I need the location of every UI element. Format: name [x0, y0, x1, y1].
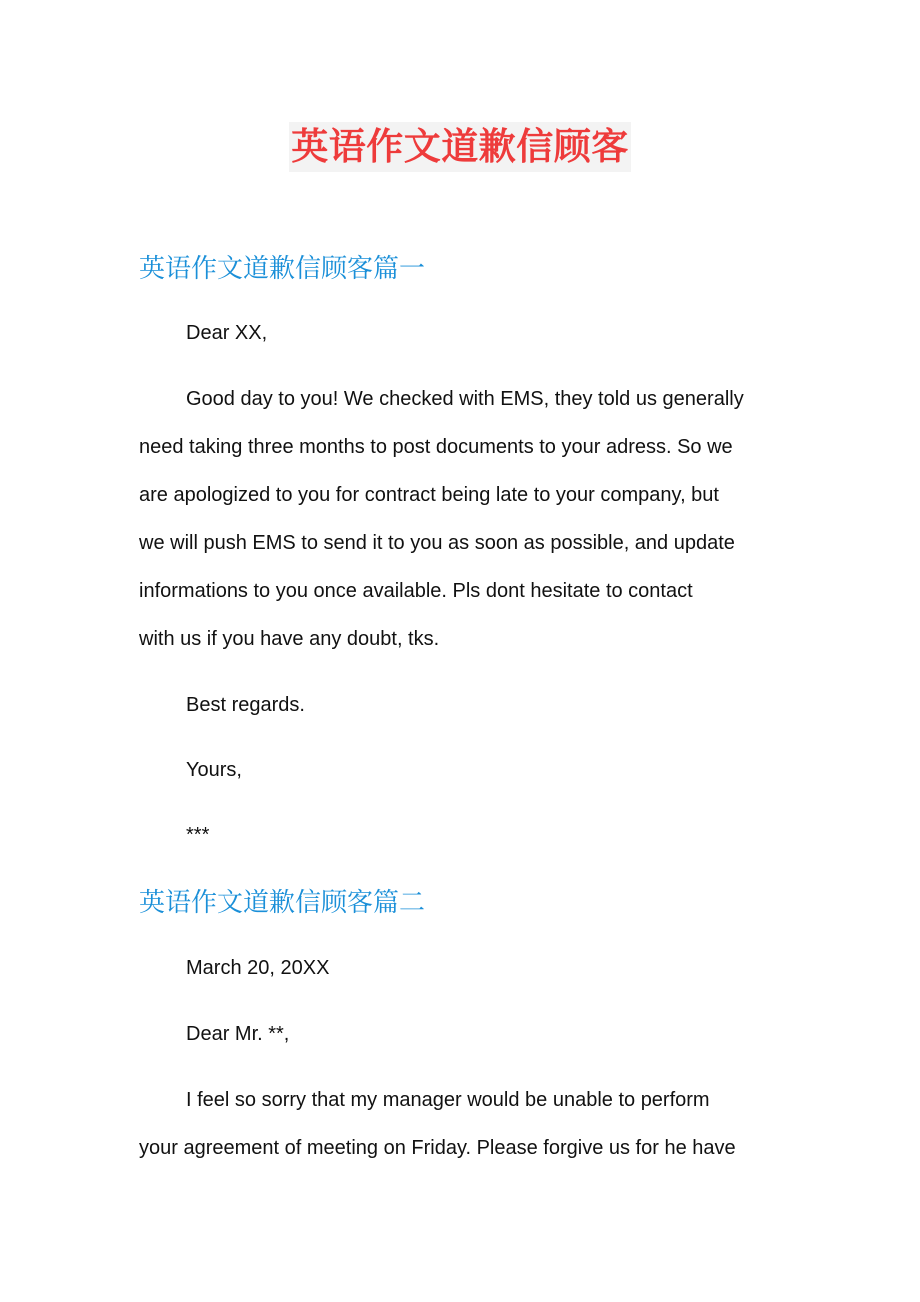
section-1-closing: Best regards.	[186, 694, 305, 716]
section-1-body-line: with us if you have any doubt, tks.	[139, 628, 440, 650]
section-2-salutation: Dear Mr. **,	[186, 1023, 290, 1045]
section-1-body-line: Good day to you! We checked with EMS, they told us generally	[186, 388, 744, 410]
document-title: 英语作文道歉信顾客	[289, 122, 631, 172]
section-1-heading: 英语作文道歉信顾客篇一	[139, 254, 426, 284]
section-2-body-line: your agreement of meeting on Friday. Please forgive us for he have	[139, 1137, 736, 1159]
document-title-container	[0, 122, 920, 172]
section-1-body-line: informations to you once available. Pls dont hesitate to contact	[139, 580, 693, 602]
section-1-salutation: Dear XX,	[186, 322, 268, 344]
section-2-heading: 英语作文道歉信顾客篇二	[139, 888, 426, 918]
section-1-body-line: need taking three months to post documents to your adress. So we	[139, 436, 733, 458]
section-1-body-line: are apologized to you for contract being late to your company, but	[139, 484, 719, 506]
section-2-date: March 20, 20XX	[186, 957, 330, 979]
section-1-signature: ***	[186, 824, 210, 846]
section-2-body-line: I feel so sorry that my manager would be unable to perform	[186, 1089, 710, 1111]
section-1-body-line: we will push EMS to send it to you as soon as possible, and update	[139, 532, 735, 554]
section-1-signoff: Yours,	[186, 759, 242, 781]
